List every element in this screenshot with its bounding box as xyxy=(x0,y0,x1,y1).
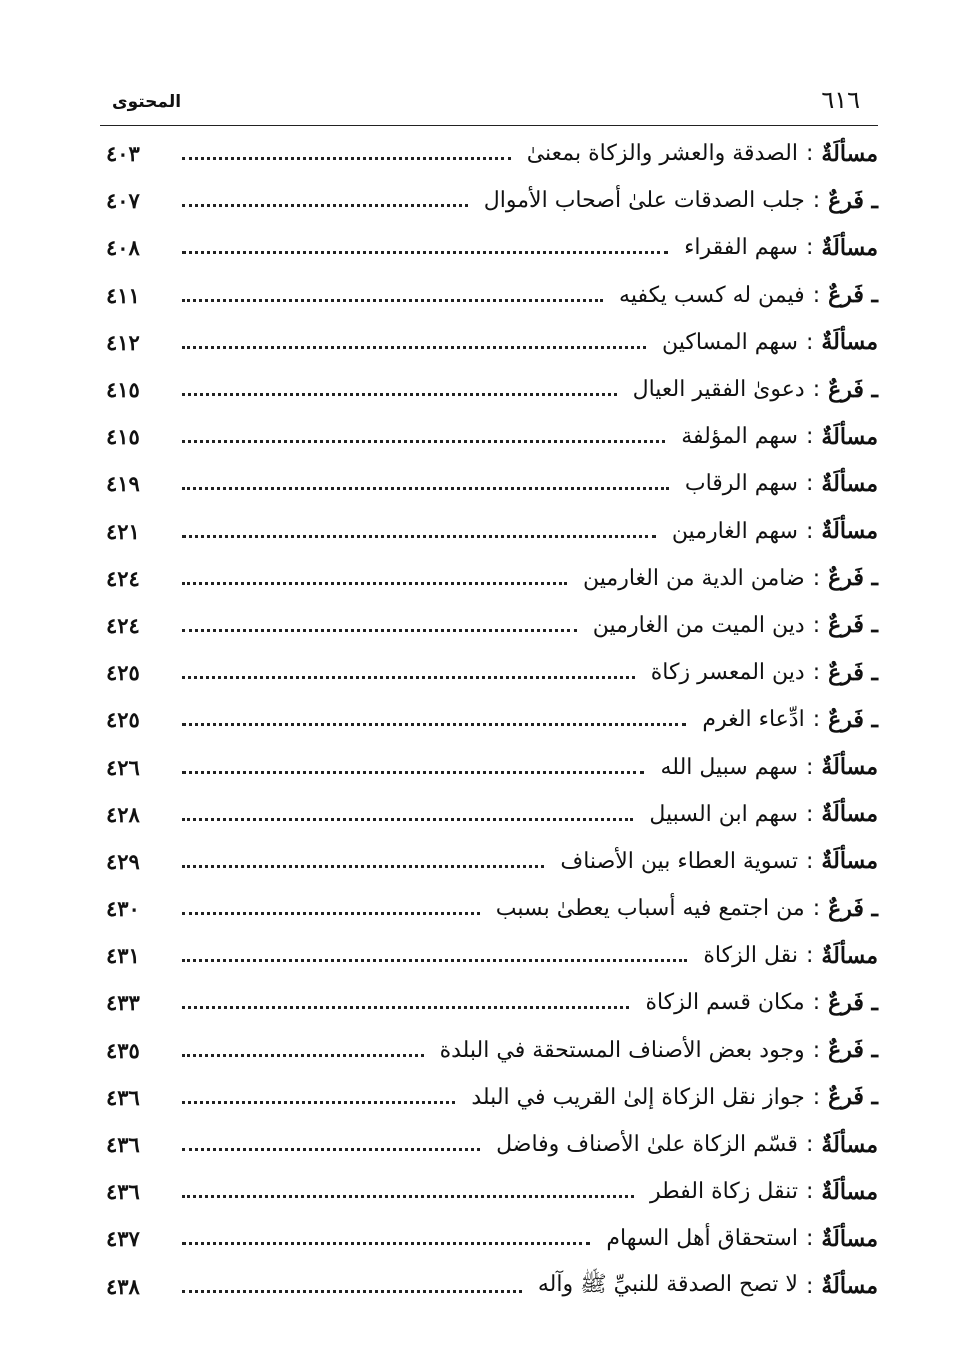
toc-entry xyxy=(100,508,878,555)
entry-separator: : xyxy=(805,424,814,450)
toc-entry xyxy=(100,319,878,366)
dot-leader xyxy=(182,1148,480,1151)
entry-title: ادِّعاء الغرم xyxy=(702,707,805,733)
dot-leader xyxy=(182,912,480,915)
entry-page-number: ٤٢١ xyxy=(106,518,140,544)
entry-kind: ـ فَرعٌ xyxy=(828,989,878,1016)
dot-leader xyxy=(182,251,668,254)
entry-kind: ـ فَرعٌ xyxy=(828,895,878,922)
entry-kind: مسألَةٌ xyxy=(821,754,878,781)
entry-kind: ـ فَرعٌ xyxy=(828,706,878,733)
entry-page-number: ٤٠٣ xyxy=(106,141,140,167)
entry-separator: : xyxy=(812,1037,821,1063)
entry-kind: ـ فَرعٌ xyxy=(828,1084,878,1111)
dot-leader xyxy=(182,535,656,538)
entry-separator: : xyxy=(812,1084,821,1110)
entry-kind: ـ فَرعٌ xyxy=(828,282,878,309)
entry-title: لا تصح الصدقة للنبيِّ ﷺ وآله xyxy=(537,1272,798,1298)
entry-separator: : xyxy=(812,990,821,1016)
entry-title: الصدقة والعشر والزكاة بمعنىٰ xyxy=(526,141,798,167)
entry-separator: : xyxy=(805,1226,814,1252)
entry-title: مكان قسم الزكاة xyxy=(645,990,805,1016)
entry-kind: مسألَةٌ xyxy=(821,470,878,497)
toc-entry xyxy=(100,130,878,177)
dot-leader xyxy=(182,487,669,490)
entry-kind: مسألَةٌ xyxy=(821,1273,878,1300)
entry-separator: : xyxy=(805,1132,814,1158)
entry-kind: ـ فَرعٌ xyxy=(828,659,878,686)
entry-kind: مسألَةٌ xyxy=(821,423,878,450)
entry-title: جلب الصدقات علىٰ أصحاب الأموال xyxy=(483,188,805,214)
dot-leader xyxy=(182,299,603,302)
dot-leader xyxy=(182,393,617,396)
entry-page-number: ٤٣٣ xyxy=(106,990,140,1016)
entry-separator: : xyxy=(805,329,814,355)
entry-title: سهم سبيل الله xyxy=(660,754,798,780)
toc-entry xyxy=(100,1215,878,1262)
toc-entry xyxy=(100,1074,878,1121)
table-of-contents xyxy=(100,130,878,1310)
entry-separator: : xyxy=(805,754,814,780)
header-rule xyxy=(100,125,878,126)
entry-separator: : xyxy=(805,1179,814,1205)
entry-page-number: ٤٣٠ xyxy=(106,896,140,922)
entry-separator: : xyxy=(812,612,821,638)
entry-separator: : xyxy=(805,235,814,261)
entry-kind: مسألَةٌ xyxy=(821,942,878,969)
entry-page-number: ٤٣٦ xyxy=(106,1084,140,1110)
dot-leader xyxy=(182,723,686,726)
dot-leader xyxy=(182,676,635,679)
dot-leader xyxy=(182,157,511,160)
entry-page-number: ٤٢٤ xyxy=(106,565,140,591)
toc-entry xyxy=(100,1263,878,1310)
dot-leader xyxy=(182,818,633,821)
entry-kind: مسألَةٌ xyxy=(821,234,878,261)
dot-leader xyxy=(182,1290,522,1293)
entry-separator: : xyxy=(805,801,814,827)
entry-page-number: ٤٢٥ xyxy=(106,660,140,686)
entry-separator: : xyxy=(812,660,821,686)
entry-page-number: ٤٣٨ xyxy=(106,1273,140,1299)
entry-title: تنقل زكاة الفطر xyxy=(649,1179,798,1205)
entry-separator: : xyxy=(812,188,821,214)
entry-separator: : xyxy=(805,141,814,167)
toc-entry xyxy=(100,885,878,932)
entry-separator: : xyxy=(805,471,814,497)
dot-leader xyxy=(182,1242,590,1245)
toc-entry xyxy=(100,177,878,224)
entry-page-number: ٤٣٥ xyxy=(106,1037,140,1063)
toc-entry xyxy=(100,932,878,979)
entry-page-number: ٤٢٩ xyxy=(106,848,140,874)
entry-page-number: ٤٢٦ xyxy=(106,754,140,780)
entry-page-number: ٤٣٦ xyxy=(106,1132,140,1158)
entry-page-number: ٤٣٦ xyxy=(106,1179,140,1205)
toc-entry xyxy=(100,743,878,790)
entry-title: تسوية العطاء بين الأصناف xyxy=(560,848,798,874)
entry-page-number: ٤١١ xyxy=(106,282,140,308)
entry-page-number: ٤١٩ xyxy=(106,471,140,497)
entry-kind: ـ فَرعٌ xyxy=(828,376,878,403)
entry-title: سهم المؤلفة xyxy=(681,424,798,450)
entry-title: دين الميت من الغارمين xyxy=(592,612,805,638)
entry-separator: : xyxy=(812,377,821,403)
toc-entry xyxy=(100,838,878,885)
entry-kind: ـ فَرعٌ xyxy=(828,565,878,592)
entry-page-number: ٤٠٧ xyxy=(106,188,140,214)
entry-kind: مسألَةٌ xyxy=(821,518,878,545)
section-title: المحتوى xyxy=(112,92,182,112)
entry-title: سهم ابن السبيل xyxy=(649,801,798,827)
entry-kind: مسألَةٌ xyxy=(821,848,878,875)
dot-leader xyxy=(182,204,468,207)
toc-entry xyxy=(100,460,878,507)
entry-title: جواز نقل الزكاة إلىٰ القريب في البلد xyxy=(471,1084,805,1110)
entry-kind: مسألَةٌ xyxy=(821,1178,878,1205)
entry-page-number: ٤٣١ xyxy=(106,943,140,969)
dot-leader xyxy=(182,629,577,632)
toc-entry xyxy=(100,791,878,838)
dot-leader xyxy=(182,346,646,349)
entry-page-number: ٤٣٧ xyxy=(106,1226,140,1252)
entry-title: سهم الرقاب xyxy=(684,471,798,497)
entry-title: فيمن له كسب يكفيه xyxy=(619,282,805,308)
toc-entry xyxy=(100,413,878,460)
dot-leader xyxy=(182,1101,455,1104)
toc-entry xyxy=(100,649,878,696)
entry-title: دعوىٰ الفقير العيال xyxy=(632,377,805,403)
dot-leader xyxy=(182,959,687,962)
entry-title: استحقاق أهل السهام xyxy=(606,1226,798,1252)
entry-page-number: ٤١٢ xyxy=(106,329,140,355)
entry-kind: مسألَةٌ xyxy=(821,1225,878,1252)
entry-kind: ـ فَرعٌ xyxy=(828,612,878,639)
toc-entry xyxy=(100,1121,878,1168)
entry-kind: مسألَةٌ xyxy=(821,140,878,167)
entry-title: ضامن الدية من الغارمين xyxy=(583,565,805,591)
entry-title: نقل الزكاة xyxy=(703,943,798,969)
entry-title: قسّم الزكاة علىٰ الأصناف وفاضل xyxy=(496,1132,798,1158)
entry-page-number: ٤١٥ xyxy=(106,424,140,450)
toc-entry xyxy=(100,1027,878,1074)
toc-entry xyxy=(100,555,878,602)
toc-entry xyxy=(100,366,878,413)
entry-kind: ـ فَرعٌ xyxy=(828,1037,878,1064)
entry-title: سهم الفقراء xyxy=(684,235,798,261)
entry-title: سهم المساكين xyxy=(662,329,798,355)
entry-separator: : xyxy=(805,943,814,969)
entry-separator: : xyxy=(805,848,814,874)
dot-leader xyxy=(182,582,567,585)
entry-separator: : xyxy=(812,707,821,733)
entry-page-number: ٤٢٤ xyxy=(106,612,140,638)
entry-kind: مسألَةٌ xyxy=(821,801,878,828)
entry-page-number: ٤٠٨ xyxy=(106,235,140,261)
entry-separator: : xyxy=(812,565,821,591)
entry-page-number: ٤٢٨ xyxy=(106,801,140,827)
entry-page-number: ٤١٥ xyxy=(106,377,140,403)
toc-entry xyxy=(100,272,878,319)
dot-leader xyxy=(182,1006,629,1009)
dot-leader xyxy=(182,865,544,868)
toc-entry xyxy=(100,979,878,1026)
entry-title: دين المعسر زكاة xyxy=(650,660,805,686)
entry-title: من اجتمع فيه أسباب يعطىٰ بسبب xyxy=(495,896,805,922)
toc-entry xyxy=(100,602,878,649)
dot-leader xyxy=(182,771,644,774)
entry-separator: : xyxy=(805,518,814,544)
entry-separator: : xyxy=(805,1273,814,1299)
entry-title: سهم الغارمين xyxy=(671,518,798,544)
entry-kind: ـ فَرعٌ xyxy=(828,187,878,214)
entry-separator: : xyxy=(812,896,821,922)
dot-leader xyxy=(182,440,665,443)
toc-entry xyxy=(100,696,878,743)
page-header xyxy=(100,82,878,122)
page-number: ٦١٦ xyxy=(821,86,860,114)
entry-separator: : xyxy=(812,282,821,308)
entry-kind: مسألَةٌ xyxy=(821,329,878,356)
dot-leader xyxy=(182,1054,424,1057)
toc-entry xyxy=(100,224,878,271)
entry-title: وجود بعض الأصناف المستحقة في البلدة xyxy=(439,1037,805,1063)
toc-entry xyxy=(100,1168,878,1215)
dot-leader xyxy=(182,1195,634,1198)
entry-page-number: ٤٢٥ xyxy=(106,707,140,733)
entry-kind: مسألَةٌ xyxy=(821,1131,878,1158)
